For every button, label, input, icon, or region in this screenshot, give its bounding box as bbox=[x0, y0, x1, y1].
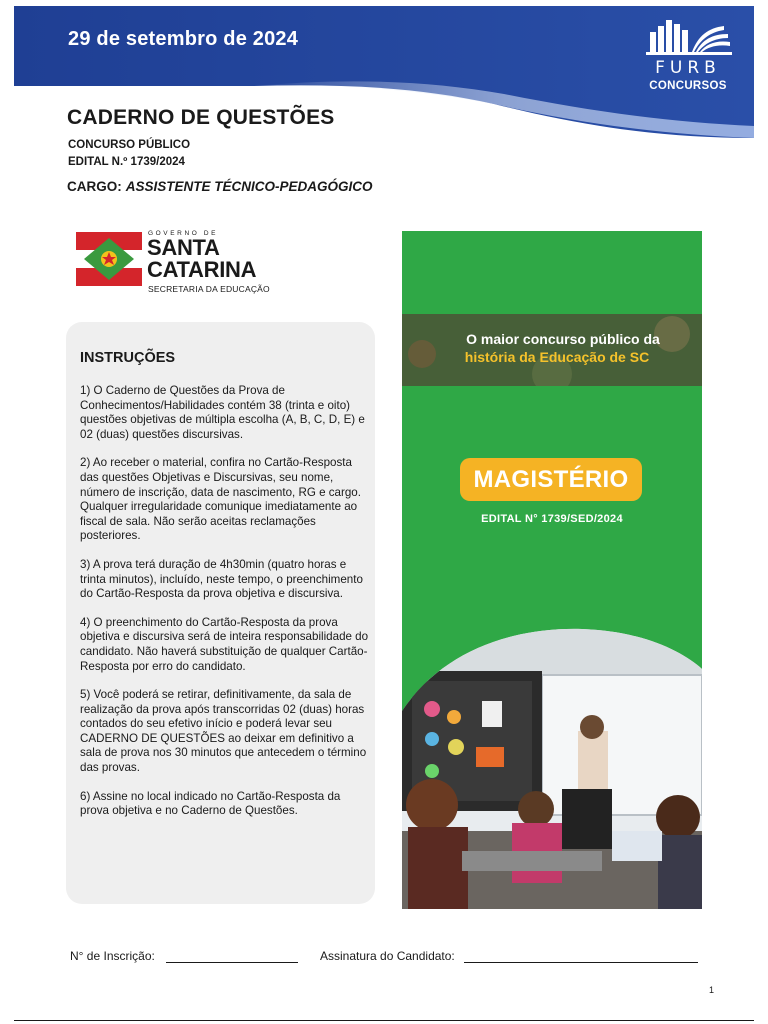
instructions-list bbox=[80, 384, 370, 833]
poster-headline-line1: O maior concurso público da bbox=[466, 331, 660, 347]
document-cargo bbox=[67, 179, 373, 194]
campaign-poster bbox=[402, 231, 702, 909]
book-icon bbox=[636, 16, 740, 58]
footer-divider bbox=[14, 1020, 754, 1021]
exam-date: 29 de setembro de 2024 bbox=[68, 28, 299, 50]
page-number: 1 bbox=[709, 985, 715, 995]
instruction-item: 4) O preenchimento do Cartão-Resposta da prova objetiva e discursiva será de inteira responsabilidade do candidato. Não haverá substituição de qualquer Cartão-Resposta por erro do candidato. bbox=[80, 615, 369, 673]
instructions-box bbox=[66, 322, 375, 904]
santa-catarina-logo bbox=[76, 228, 286, 298]
instructions-title: INSTRUÇÕES bbox=[80, 350, 176, 366]
sc-flag-icon bbox=[76, 232, 142, 286]
assinatura-field[interactable] bbox=[464, 962, 698, 963]
document-subtitle-concurso: CONCURSO PÚBLICO bbox=[68, 139, 191, 151]
cargo-value: ASSISTENTE TÉCNICO-PEDAGÓGICO bbox=[125, 179, 373, 194]
instruction-item: 1) O Caderno de Questões da Prova de Conhecimentos/Habilidades contém 38 (trinta e oito) questões objetivas de múltipla escolha (A, B, C, D, E) e 02 (duas) questões discursivas. bbox=[80, 384, 365, 441]
inscricao-field[interactable] bbox=[166, 962, 298, 963]
furb-logo bbox=[636, 16, 740, 96]
assinatura-label: Assinatura do Candidato: bbox=[320, 949, 455, 963]
sc-name-line2: CATARINA bbox=[147, 257, 257, 282]
instruction-item: 6) Assine no local indicado no Cartão-Resposta da prova objetiva e no Caderno de Questões. bbox=[80, 789, 341, 818]
inscricao-label: N° de Inscrição: bbox=[70, 949, 155, 963]
furb-brand-sub: CONCURSOS bbox=[649, 80, 727, 92]
cargo-label: CARGO: bbox=[67, 179, 122, 194]
sc-name-line1: SANTA bbox=[147, 235, 220, 260]
instruction-item: 3) A prova terá duração de 4h30min (quatro horas e trinta minutos), incluído, neste tempo, o preenchimento do Cartão-Resposta da prova objetiva e discursiva. bbox=[80, 557, 363, 601]
poster-magisterio-badge: MAGISTÉRIO bbox=[460, 458, 642, 501]
poster-headline-line2: história da Educação de SC bbox=[464, 349, 650, 365]
instruction-item: 5) Você poderá se retirar, definitivamente, da sala de realização da prova após transcorridas 02 (duas) horas contados do seu efetivo início e poderá levar seu CADERNO DE QUESTÕES ao deixar em definitivo a sala de prova nos 30 minutos que antecedem o término das provas. bbox=[80, 688, 367, 775]
sc-secretaria-label: SECRETARIA DA EDUCAÇÃO bbox=[148, 284, 270, 294]
poster-edital: EDITAL N° 1739/SED/2024 bbox=[481, 513, 623, 525]
furb-brand-name: FURB bbox=[655, 58, 721, 78]
instruction-item: 2) Ao receber o material, confira no Cartão-Resposta das questões Objetivas e Discursivas, seu nome, número de inscrição, data de nascimento, RG e cargo. Qualquer irregularidade comunique imediatamente ao fiscal de sala. Não serão aceitas reclamações posteriores. bbox=[80, 456, 361, 543]
document-subtitle-edital: EDITAL N.º 1739/2024 bbox=[68, 156, 185, 168]
document-title: CADERNO DE QUESTÕES bbox=[67, 106, 335, 129]
classroom-photo bbox=[402, 231, 702, 909]
sc-gov-label: GOVERNO DE bbox=[148, 230, 219, 237]
